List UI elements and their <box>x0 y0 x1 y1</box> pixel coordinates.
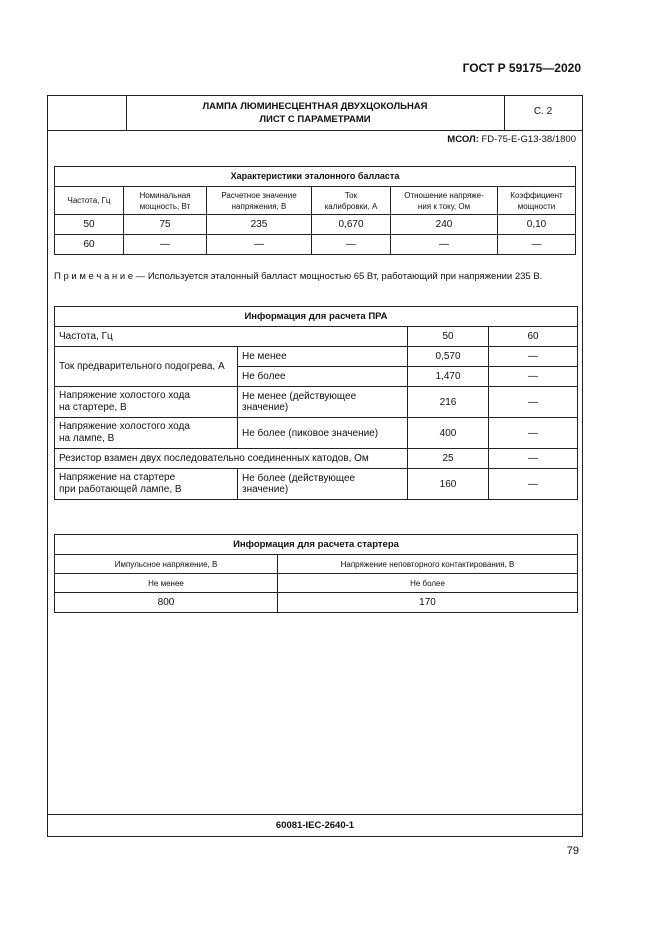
bottom-strip <box>48 814 582 837</box>
page-number: 79 <box>566 845 579 857</box>
ballast-col-freq: Частота, Гц <box>55 187 124 215</box>
pra-preheat-max-label: Не более <box>238 367 408 387</box>
ballast-col-voltage: Расчетное значение напряжения, В <box>207 187 312 215</box>
note-label: П р и м е ч а н и е <box>54 271 134 282</box>
ballast-col-current: Ток калибровки, А <box>312 187 391 215</box>
doc-title-line1: ЛАМПА ЛЮМИНЕСЦЕНТНАЯ ДВУХЦОКОЛЬНАЯ <box>202 101 428 112</box>
starter-col-impulse: Импульсное напряжение, В <box>55 555 278 574</box>
sheet-frame <box>47 95 583 837</box>
sheet-number: С. 2 <box>533 106 553 117</box>
pra-run-voltage-label: Напряжение на стартере при работающей лампе, В <box>55 469 238 500</box>
starter-title: Информация для расчета стартера <box>55 535 578 555</box>
doc-code: 60081-IEC-2640-1 <box>275 820 355 831</box>
table-row: 60 — — — — — <box>55 235 576 255</box>
doc-title-line2: ЛИСТ С ПАРАМЕТРАМИ <box>259 114 371 125</box>
pra-table: Информация для расчета ПРА Частота, Гц 50 60 Ток предварительного подогрева, А Не менее 0,570 — Не более 1,470 — Напряжение холостого хода на стартере, В Не менее (действующее значение) 216 — Напряжение холостого хода на лампе, В Не более (пиковое значение) 400 — Резистор взамен двух последовательно соединенных катодов, Ом 25 — Напряжение на стартере при работающей лампе, В Не более (действующее значение) 160 — <box>54 306 578 500</box>
pra-title: Информация для расчета ПРА <box>55 307 578 327</box>
starter-table: Информация для расчета стартера Импульсное напряжение, В Напряжение неповторного контактирования, В Не менее Не более 800 170 <box>54 534 578 613</box>
table-row: 50 75 235 0,670 240 0,10 <box>55 215 576 235</box>
title-block <box>48 96 582 131</box>
pra-resistor-label: Резистор взамен двух последовательно соединенных катодов, Ом <box>55 449 408 469</box>
standard-number: ГОСТ Р 59175—2020 <box>462 61 581 75</box>
msol-value: FD-75-E-G13-38/1800 <box>481 134 576 145</box>
ballast-col-pf: Коэффициент мощности <box>498 187 576 215</box>
msol-label: МСОЛ: <box>447 134 479 145</box>
pra-freq-50: 50 <box>408 327 489 347</box>
pra-freq-label: Частота, Гц <box>55 327 408 347</box>
note-text: — Используется эталонный балласт мощностью 65 Вт, работающий при напряжении 235 В. <box>133 271 543 282</box>
pra-preheat-label: Ток предварительного подогрева, А <box>55 347 238 387</box>
ballast-col-power: Номинальная мощность, Вт <box>124 187 207 215</box>
pra-freq-60: 60 <box>489 327 578 347</box>
msol-line <box>447 134 576 145</box>
pra-lamp-ocv-label: Напряжение холостого хода на лампе, В <box>55 418 238 449</box>
ballast-title: Характеристики эталонного балласта <box>55 167 576 187</box>
pra-starter-ocv-label: Напряжение холостого хода на стартере, В <box>55 387 238 418</box>
starter-col-contact: Напряжение неповторного контактирования, В <box>278 555 578 574</box>
pra-preheat-min-label: Не менее <box>238 347 408 367</box>
table-row: 800 170 <box>55 593 578 613</box>
ballast-table <box>54 166 576 255</box>
note <box>54 271 542 282</box>
ballast-col-ratio: Отношение напряже- ния к току, Ом <box>391 187 498 215</box>
